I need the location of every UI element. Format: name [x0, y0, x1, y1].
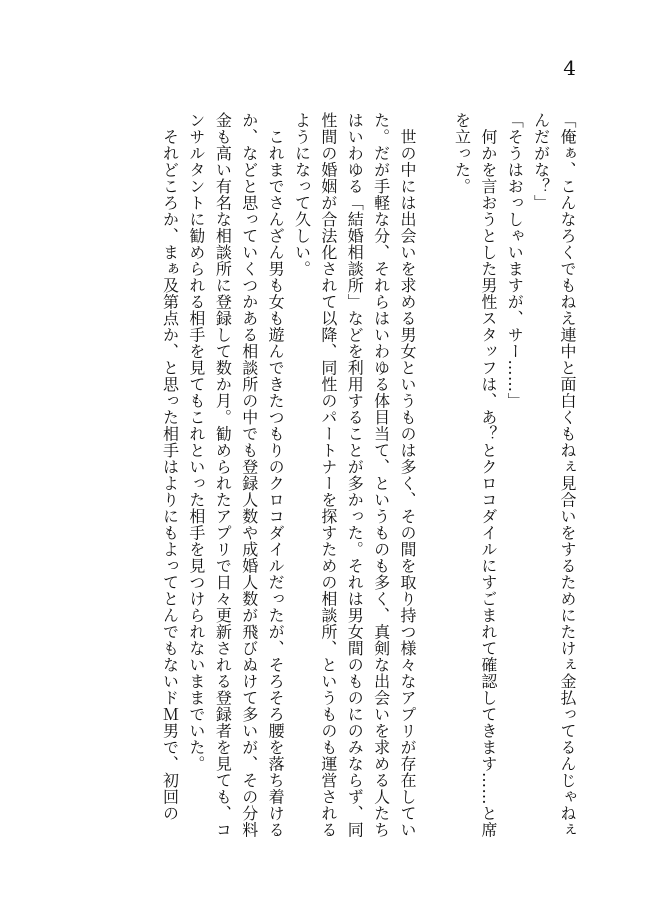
body-text: [60, 112, 580, 842]
paragraph: 何かを言おうとした男性スタッフは、あ？とクロコダイルにすごまれて確認してきます……と席を立った。: [452, 112, 498, 838]
paragraph: 「俺ぁ、こんなろくでもねえ連中と面白くもねぇ見合いをするためにたけぇ金払ってるんじゃねぇんだがな？」: [531, 112, 577, 838]
page-number: 4: [563, 56, 576, 80]
paragraph: 「そうはおっしゃいますが、サー……」: [505, 112, 525, 409]
paragraph: それどころか、まぁ及第点か、と思った相手はよりにもよってとんでもないドＭ男で、初回の: [160, 112, 180, 822]
paragraph: 世の中には出会いを求める男女というものは多く、その間を取り持つ様々なアプリが存在していた。だが手軽な分、それらはいわゆる体目当て、というものも多く、真剣な出会いを求める人たちはいわゆる「結婚相談所」などを利用することが多かった。それは男女間のものにのみならず、同性間の婚姻が合法化されて以降、同性のパートナーを探すための相談所、というものも運営されるようになって久しい。: [292, 112, 418, 838]
paragraph: これまでさんざん男も女も遊んできたつもりのクロコダイルだったが、そろそろ腰を落ち着けるか、などと思っていくつかある相談所の中でも登録人数や成婚人数が飛びぬけて多いが、その分料金も高い有名な相談所に登録して数か月。勧められたアプリで日々更新される登録者を見ても、コンサルタントに勧められる相手を見てもこれといった相手を見つけられないままでいた。: [186, 112, 286, 838]
